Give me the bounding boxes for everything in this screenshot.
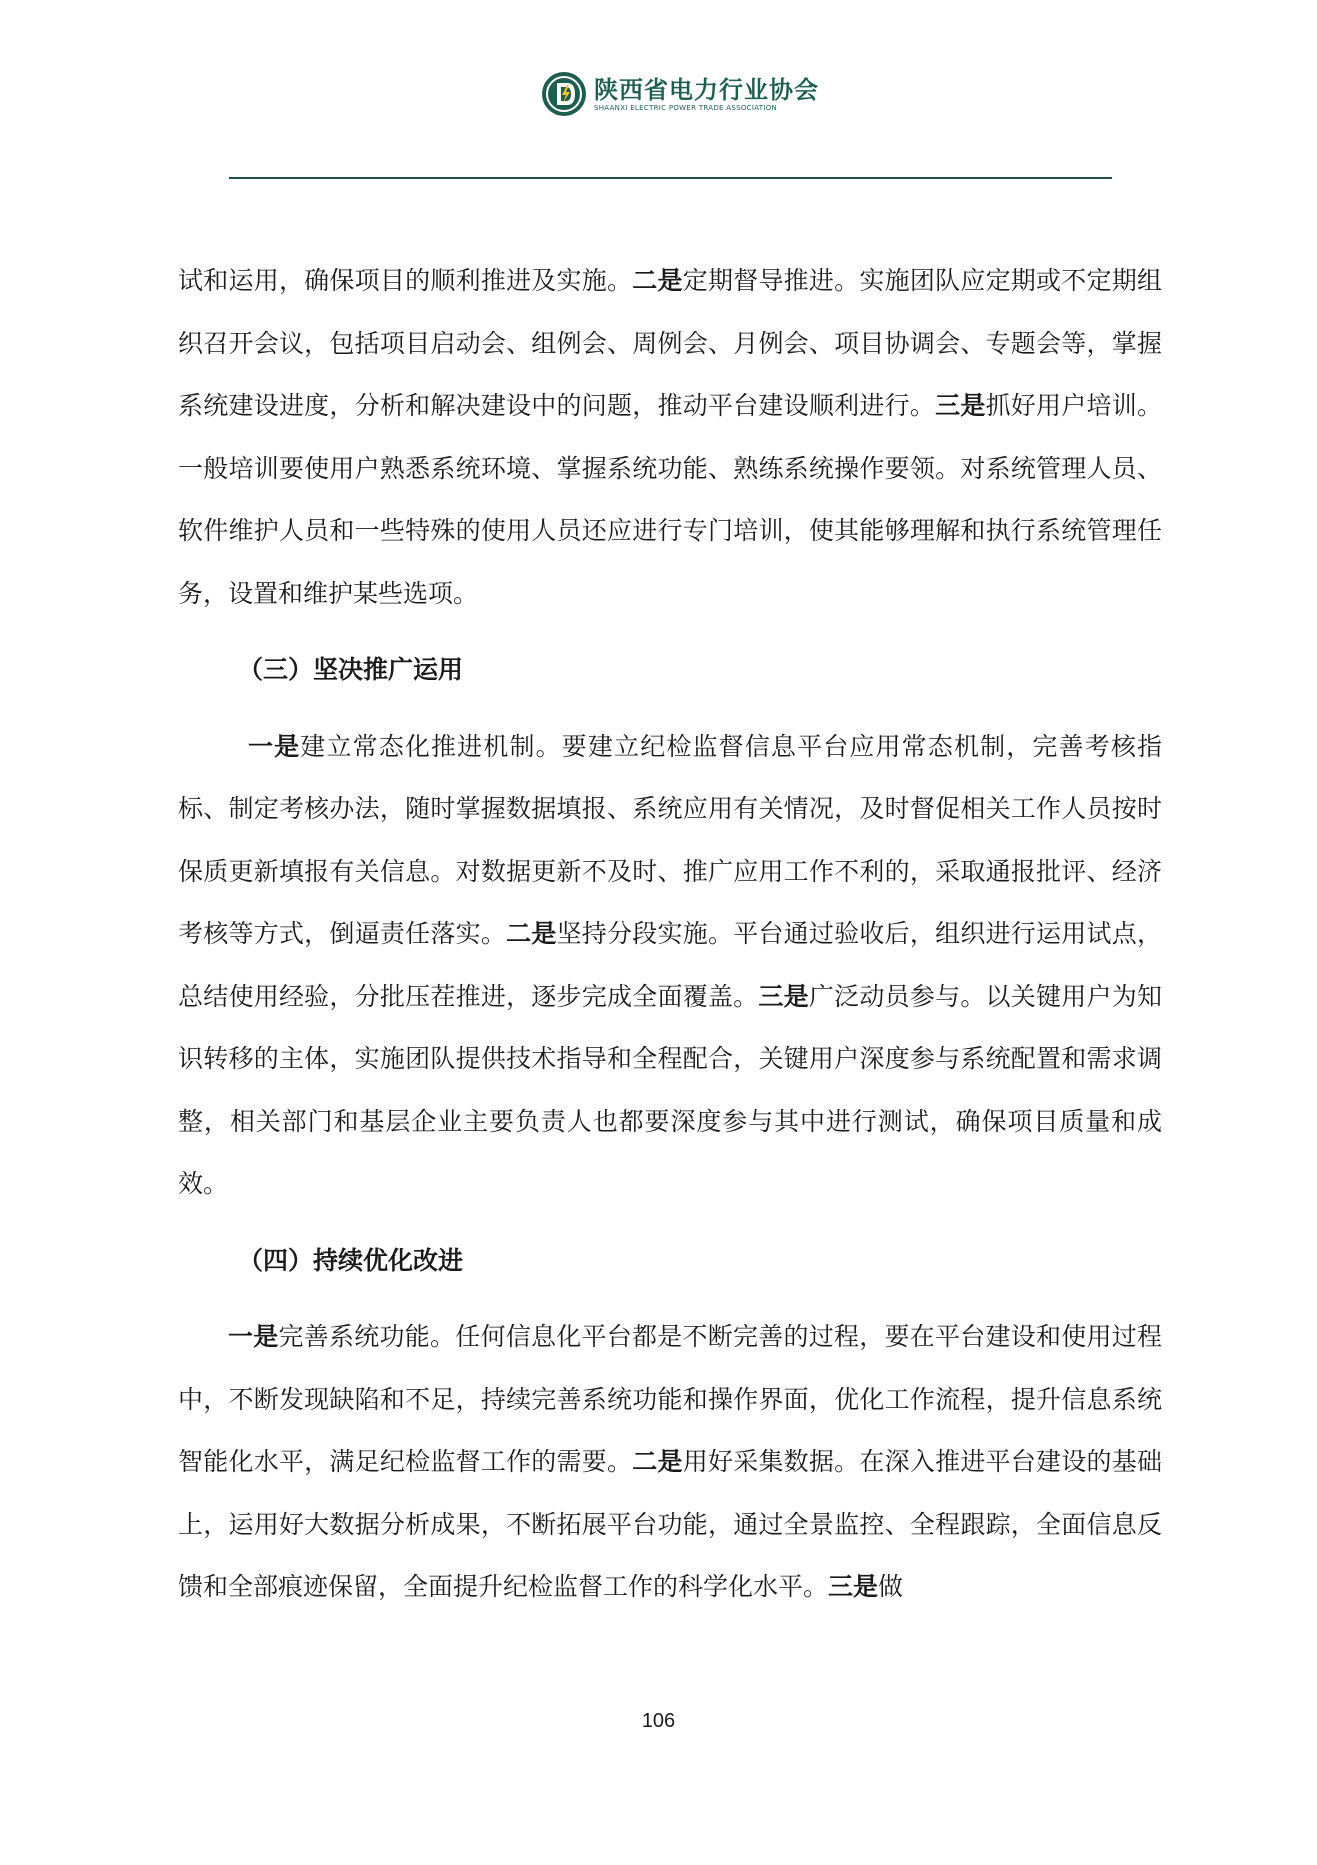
paragraph-optimization [178, 1306, 1162, 1619]
org-logo [540, 70, 819, 118]
text-run: 广泛动员参与。以关键用户为知识转移的主体，实施团队提供技术指导和全程配合，关键用户深度参与系统配置和需求调整，相关部门和基层企业主要负责人也都要深度参与其中进行测试，确保项目质量和成效。 [178, 981, 1162, 1198]
org-name [594, 76, 819, 113]
header-divider [229, 177, 1112, 179]
text-run: 试和运用，确保项目的顺利推进及实施。 [178, 266, 633, 295]
org-name-cn: 陕西省电力行业协会 [594, 75, 819, 104]
text-run: 抓好用户培训。一般培训要使用户熟悉系统环境、掌握系统功能、熟练系统操作要领。对系统管理人员、软件维护人员和一些特殊的使用人员还应进行专门培训，使其能够理解和执行系统管理任务，设置和维护某些选项。 [178, 391, 1162, 608]
bold-marker: 三是 [758, 981, 809, 1011]
text-run: 建立常态化推进机制。要建立纪检监督信息平台应用常态机制，完善考核指标、制定考核办法，随时掌握数据填报、系统应用有关情况，及时督促相关工作人员按时保质更新填报有关信息。对数据更新不及时、推广应用工作不利的，采取通报批评、经济考核等方式，倒逼责任落实。 [178, 731, 1162, 948]
text-run: 完善系统功能。任何信息化平台都是不断完善的过程，要在平台建设和使用过程中，不断发现缺陷和不足，持续完善系统功能和操作界面，优化工作流程，提升信息系统智能化水平，满足纪检监督工作的需要。 [178, 1322, 1162, 1476]
bold-marker: 一是 [228, 1322, 279, 1351]
text-run: 坚持分段实施。平台通过验收后，组织进行运用试点，总结使用经验，分批压茬推进，逐步完成全面覆盖。 [178, 919, 1162, 1011]
text-run: 定期督导推进。实施团队应定期或不定期组织召开会议，包括项目启动会、组例会、周例会、月例会、项目协调会、专题会等，掌握系统建设进度，分析和解决建设中的问题，推动平台建设顺利进行。 [178, 266, 1162, 420]
page-header [0, 58, 1317, 118]
page-number: 106 [641, 1710, 676, 1732]
power-association-logo-icon [540, 70, 588, 118]
section-heading-3: （三）坚决推广运用 [238, 655, 464, 684]
document-body [178, 250, 1162, 1619]
org-name-en: SHAANXI ELECTRIC POWER TRADE ASSOCIATION [594, 103, 778, 112]
bold-marker: 二是 [632, 266, 683, 295]
paragraph-promotion [178, 716, 1162, 1216]
text-run: 做 [878, 1572, 904, 1601]
bold-marker: 一是 [248, 731, 301, 761]
bold-marker: 三是 [935, 391, 986, 420]
bold-marker: 二是 [506, 919, 557, 948]
bold-marker: 三是 [828, 1572, 879, 1601]
bold-marker: 二是 [632, 1447, 683, 1476]
text-run: 用好采集数据。在深入推进平台建设的基础上，运用好大数据分析成果，不断拓展平台功能，通过全景监控、全程跟踪，全面信息反馈和全部痕迹保留，全面提升纪检监督工作的科学化水平。 [178, 1447, 1162, 1601]
paragraph-training [178, 250, 1162, 625]
section-heading-4: （四）持续优化改进 [238, 1245, 464, 1275]
